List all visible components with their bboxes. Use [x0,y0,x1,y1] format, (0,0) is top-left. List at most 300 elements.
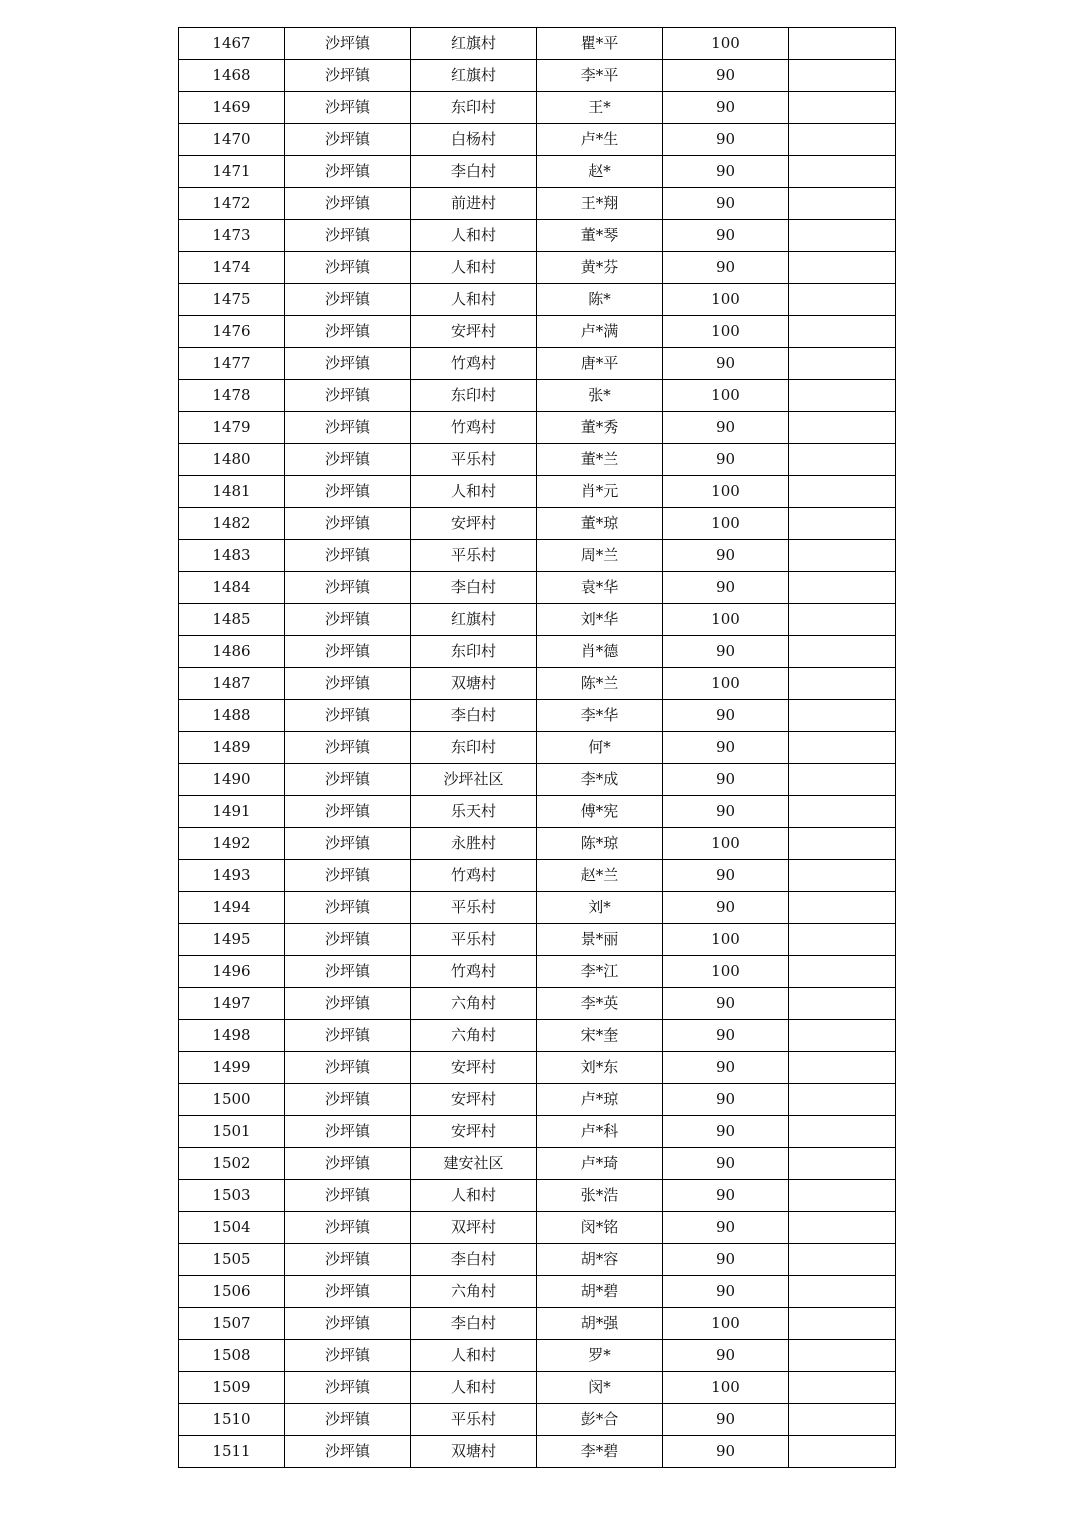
table-row [179,1020,896,1052]
amount-cell: 90 [663,1116,789,1148]
town-cell: 沙坪镇 [285,1308,411,1340]
table-row [179,156,896,188]
town-cell: 沙坪镇 [285,1148,411,1180]
note-cell [789,1436,896,1468]
name-cell: 董*秀 [537,412,663,444]
name-cell: 胡*强 [537,1308,663,1340]
village-cell: 安坪村 [411,1052,537,1084]
name-cell: 王*翔 [537,188,663,220]
name-cell: 张*浩 [537,1180,663,1212]
table-row [179,700,896,732]
town-cell: 沙坪镇 [285,700,411,732]
note-cell [789,444,896,476]
village-cell: 李白村 [411,572,537,604]
table-row [179,1340,896,1372]
village-cell: 平乐村 [411,892,537,924]
village-cell: 六角村 [411,1020,537,1052]
amount-cell: 90 [663,92,789,124]
serial-number-cell: 1481 [179,476,285,508]
table-row [179,1276,896,1308]
village-cell: 双塘村 [411,668,537,700]
table-row [179,1372,896,1404]
village-cell: 平乐村 [411,1404,537,1436]
serial-number-cell: 1498 [179,1020,285,1052]
name-cell: 肖*德 [537,636,663,668]
note-cell [789,1276,896,1308]
amount-cell: 90 [663,1404,789,1436]
note-cell [789,380,896,412]
serial-number-cell: 1510 [179,1404,285,1436]
name-cell: 卢*满 [537,316,663,348]
serial-number-cell: 1477 [179,348,285,380]
village-cell: 平乐村 [411,444,537,476]
table-row [179,1244,896,1276]
table-row [179,764,896,796]
amount-cell: 90 [663,188,789,220]
table-row [179,924,896,956]
town-cell: 沙坪镇 [285,796,411,828]
table-row [179,892,896,924]
name-cell: 李*成 [537,764,663,796]
note-cell [789,1116,896,1148]
village-cell: 红旗村 [411,28,537,60]
name-cell: 何* [537,732,663,764]
note-cell [789,732,896,764]
table-row [179,572,896,604]
town-cell: 沙坪镇 [285,1020,411,1052]
village-cell: 安坪村 [411,508,537,540]
name-cell: 宋*奎 [537,1020,663,1052]
amount-cell: 90 [663,1084,789,1116]
town-cell: 沙坪镇 [285,988,411,1020]
serial-number-cell: 1476 [179,316,285,348]
town-cell: 沙坪镇 [285,892,411,924]
table-row [179,956,896,988]
table-row [179,348,896,380]
serial-number-cell: 1493 [179,860,285,892]
village-cell: 平乐村 [411,540,537,572]
note-cell [789,60,896,92]
amount-cell: 90 [663,1436,789,1468]
village-cell: 东印村 [411,732,537,764]
name-cell: 胡*容 [537,1244,663,1276]
serial-number-cell: 1501 [179,1116,285,1148]
data-table [178,27,896,1468]
serial-number-cell: 1472 [179,188,285,220]
amount-cell: 90 [663,1340,789,1372]
amount-cell: 90 [663,572,789,604]
serial-number-cell: 1468 [179,60,285,92]
amount-cell: 100 [663,284,789,316]
serial-number-cell: 1478 [179,380,285,412]
amount-cell: 90 [663,412,789,444]
serial-number-cell: 1496 [179,956,285,988]
table-row [179,540,896,572]
town-cell: 沙坪镇 [285,1116,411,1148]
serial-number-cell: 1484 [179,572,285,604]
serial-number-cell: 1483 [179,540,285,572]
town-cell: 沙坪镇 [285,220,411,252]
table-body [179,28,896,1468]
name-cell: 董*琴 [537,220,663,252]
amount-cell: 90 [663,444,789,476]
note-cell [789,188,896,220]
table-row [179,1180,896,1212]
table-row [179,124,896,156]
town-cell: 沙坪镇 [285,1212,411,1244]
name-cell: 李*平 [537,60,663,92]
table-row [179,252,896,284]
town-cell: 沙坪镇 [285,92,411,124]
village-cell: 永胜村 [411,828,537,860]
serial-number-cell: 1495 [179,924,285,956]
name-cell: 罗* [537,1340,663,1372]
amount-cell: 90 [663,796,789,828]
name-cell: 赵* [537,156,663,188]
serial-number-cell: 1471 [179,156,285,188]
town-cell: 沙坪镇 [285,1372,411,1404]
village-cell: 白杨村 [411,124,537,156]
name-cell: 李*华 [537,700,663,732]
table-row [179,508,896,540]
village-cell: 东印村 [411,92,537,124]
note-cell [789,604,896,636]
note-cell [789,1084,896,1116]
name-cell: 袁*华 [537,572,663,604]
table-row [179,316,896,348]
amount-cell: 90 [663,1180,789,1212]
amount-cell: 90 [663,732,789,764]
note-cell [789,284,896,316]
village-cell: 人和村 [411,252,537,284]
serial-number-cell: 1509 [179,1372,285,1404]
amount-cell: 90 [663,540,789,572]
table-row [179,1116,896,1148]
name-cell: 张* [537,380,663,412]
amount-cell: 100 [663,668,789,700]
amount-cell: 90 [663,700,789,732]
note-cell [789,636,896,668]
town-cell: 沙坪镇 [285,60,411,92]
town-cell: 沙坪镇 [285,1340,411,1372]
village-cell: 红旗村 [411,60,537,92]
amount-cell: 90 [663,1148,789,1180]
village-cell: 竹鸡村 [411,956,537,988]
table-row [179,444,896,476]
table-row [179,1404,896,1436]
note-cell [789,924,896,956]
name-cell: 周*兰 [537,540,663,572]
note-cell [789,220,896,252]
village-cell: 安坪村 [411,316,537,348]
note-cell [789,316,896,348]
serial-number-cell: 1475 [179,284,285,316]
note-cell [789,252,896,284]
serial-number-cell: 1489 [179,732,285,764]
table-row [179,860,896,892]
note-cell [789,668,896,700]
village-cell: 前进村 [411,188,537,220]
serial-number-cell: 1482 [179,508,285,540]
town-cell: 沙坪镇 [285,732,411,764]
amount-cell: 90 [663,348,789,380]
serial-number-cell: 1469 [179,92,285,124]
town-cell: 沙坪镇 [285,924,411,956]
town-cell: 沙坪镇 [285,572,411,604]
note-cell [789,572,896,604]
village-cell: 双塘村 [411,1436,537,1468]
table-row [179,92,896,124]
name-cell: 陈*兰 [537,668,663,700]
town-cell: 沙坪镇 [285,444,411,476]
table-row [179,604,896,636]
amount-cell: 100 [663,1372,789,1404]
serial-number-cell: 1499 [179,1052,285,1084]
village-cell: 竹鸡村 [411,412,537,444]
serial-number-cell: 1470 [179,124,285,156]
serial-number-cell: 1485 [179,604,285,636]
village-cell: 人和村 [411,284,537,316]
table-row [179,380,896,412]
amount-cell: 90 [663,252,789,284]
serial-number-cell: 1494 [179,892,285,924]
village-cell: 人和村 [411,220,537,252]
table-row [179,60,896,92]
note-cell [789,860,896,892]
village-cell: 沙坪社区 [411,764,537,796]
serial-number-cell: 1511 [179,1436,285,1468]
village-cell: 东印村 [411,380,537,412]
serial-number-cell: 1467 [179,28,285,60]
town-cell: 沙坪镇 [285,1436,411,1468]
village-cell: 李白村 [411,156,537,188]
note-cell [789,988,896,1020]
name-cell: 卢*生 [537,124,663,156]
amount-cell: 90 [663,124,789,156]
note-cell [789,828,896,860]
amount-cell: 100 [663,508,789,540]
table-row [179,476,896,508]
serial-number-cell: 1486 [179,636,285,668]
name-cell: 闵* [537,1372,663,1404]
town-cell: 沙坪镇 [285,124,411,156]
amount-cell: 90 [663,60,789,92]
name-cell: 王* [537,92,663,124]
note-cell [789,1340,896,1372]
town-cell: 沙坪镇 [285,1276,411,1308]
village-cell: 李白村 [411,1308,537,1340]
town-cell: 沙坪镇 [285,476,411,508]
amount-cell: 100 [663,604,789,636]
village-cell: 双坪村 [411,1212,537,1244]
amount-cell: 90 [663,764,789,796]
table-row [179,732,896,764]
village-cell: 竹鸡村 [411,860,537,892]
name-cell: 陈*琼 [537,828,663,860]
town-cell: 沙坪镇 [285,668,411,700]
name-cell: 肖*元 [537,476,663,508]
amount-cell: 90 [663,636,789,668]
table-row [179,1308,896,1340]
serial-number-cell: 1506 [179,1276,285,1308]
serial-number-cell: 1491 [179,796,285,828]
note-cell [789,1308,896,1340]
village-cell: 建安社区 [411,1148,537,1180]
amount-cell: 90 [663,220,789,252]
name-cell: 唐*平 [537,348,663,380]
amount-cell: 90 [663,1052,789,1084]
table-row [179,828,896,860]
note-cell [789,412,896,444]
village-cell: 人和村 [411,476,537,508]
town-cell: 沙坪镇 [285,188,411,220]
note-cell [789,1372,896,1404]
serial-number-cell: 1505 [179,1244,285,1276]
name-cell: 彭*合 [537,1404,663,1436]
note-cell [789,1180,896,1212]
table-row [179,1084,896,1116]
table-row [179,28,896,60]
note-cell [789,764,896,796]
village-cell: 东印村 [411,636,537,668]
name-cell: 景*丽 [537,924,663,956]
town-cell: 沙坪镇 [285,828,411,860]
serial-number-cell: 1473 [179,220,285,252]
town-cell: 沙坪镇 [285,636,411,668]
name-cell: 傅*宪 [537,796,663,828]
table-row [179,636,896,668]
serial-number-cell: 1492 [179,828,285,860]
amount-cell: 100 [663,28,789,60]
village-cell: 人和村 [411,1180,537,1212]
note-cell [789,956,896,988]
village-cell: 平乐村 [411,924,537,956]
name-cell: 李*江 [537,956,663,988]
name-cell: 赵*兰 [537,860,663,892]
name-cell: 瞿*平 [537,28,663,60]
name-cell: 卢*琦 [537,1148,663,1180]
town-cell: 沙坪镇 [285,252,411,284]
name-cell: 卢*琼 [537,1084,663,1116]
village-cell: 乐天村 [411,796,537,828]
name-cell: 胡*碧 [537,1276,663,1308]
note-cell [789,156,896,188]
town-cell: 沙坪镇 [285,764,411,796]
name-cell: 卢*科 [537,1116,663,1148]
note-cell [789,796,896,828]
amount-cell: 100 [663,316,789,348]
name-cell: 闵*铭 [537,1212,663,1244]
note-cell [789,540,896,572]
table-row [179,668,896,700]
name-cell: 董*琼 [537,508,663,540]
table-row [179,1052,896,1084]
town-cell: 沙坪镇 [285,1052,411,1084]
village-cell: 李白村 [411,1244,537,1276]
amount-cell: 90 [663,988,789,1020]
table-row [179,188,896,220]
amount-cell: 100 [663,380,789,412]
note-cell [789,700,896,732]
amount-cell: 100 [663,924,789,956]
village-cell: 安坪村 [411,1084,537,1116]
name-cell: 李*英 [537,988,663,1020]
town-cell: 沙坪镇 [285,604,411,636]
note-cell [789,1148,896,1180]
town-cell: 沙坪镇 [285,860,411,892]
name-cell: 刘*华 [537,604,663,636]
village-cell: 人和村 [411,1340,537,1372]
note-cell [789,28,896,60]
name-cell: 李*碧 [537,1436,663,1468]
serial-number-cell: 1503 [179,1180,285,1212]
town-cell: 沙坪镇 [285,1084,411,1116]
serial-number-cell: 1507 [179,1308,285,1340]
note-cell [789,508,896,540]
serial-number-cell: 1500 [179,1084,285,1116]
note-cell [789,1404,896,1436]
table-row [179,1148,896,1180]
table-row [179,988,896,1020]
name-cell: 陈* [537,284,663,316]
note-cell [789,892,896,924]
serial-number-cell: 1487 [179,668,285,700]
village-cell: 红旗村 [411,604,537,636]
town-cell: 沙坪镇 [285,380,411,412]
village-cell: 六角村 [411,1276,537,1308]
amount-cell: 90 [663,1020,789,1052]
serial-number-cell: 1508 [179,1340,285,1372]
town-cell: 沙坪镇 [285,348,411,380]
amount-cell: 90 [663,1244,789,1276]
amount-cell: 90 [663,892,789,924]
name-cell: 董*兰 [537,444,663,476]
table-row [179,1212,896,1244]
village-cell: 六角村 [411,988,537,1020]
town-cell: 沙坪镇 [285,284,411,316]
note-cell [789,92,896,124]
note-cell [789,1020,896,1052]
note-cell [789,348,896,380]
name-cell: 黄*芬 [537,252,663,284]
village-cell: 安坪村 [411,1116,537,1148]
serial-number-cell: 1479 [179,412,285,444]
town-cell: 沙坪镇 [285,1244,411,1276]
note-cell [789,1052,896,1084]
note-cell [789,476,896,508]
town-cell: 沙坪镇 [285,956,411,988]
note-cell [789,124,896,156]
village-cell: 人和村 [411,1372,537,1404]
amount-cell: 90 [663,860,789,892]
town-cell: 沙坪镇 [285,28,411,60]
table-row [179,796,896,828]
note-cell [789,1244,896,1276]
amount-cell: 90 [663,156,789,188]
amount-cell: 100 [663,828,789,860]
town-cell: 沙坪镇 [285,1404,411,1436]
serial-number-cell: 1490 [179,764,285,796]
town-cell: 沙坪镇 [285,508,411,540]
name-cell: 刘*东 [537,1052,663,1084]
town-cell: 沙坪镇 [285,156,411,188]
table-row [179,412,896,444]
table-row [179,284,896,316]
town-cell: 沙坪镇 [285,540,411,572]
table-row [179,1436,896,1468]
serial-number-cell: 1474 [179,252,285,284]
amount-cell: 100 [663,956,789,988]
